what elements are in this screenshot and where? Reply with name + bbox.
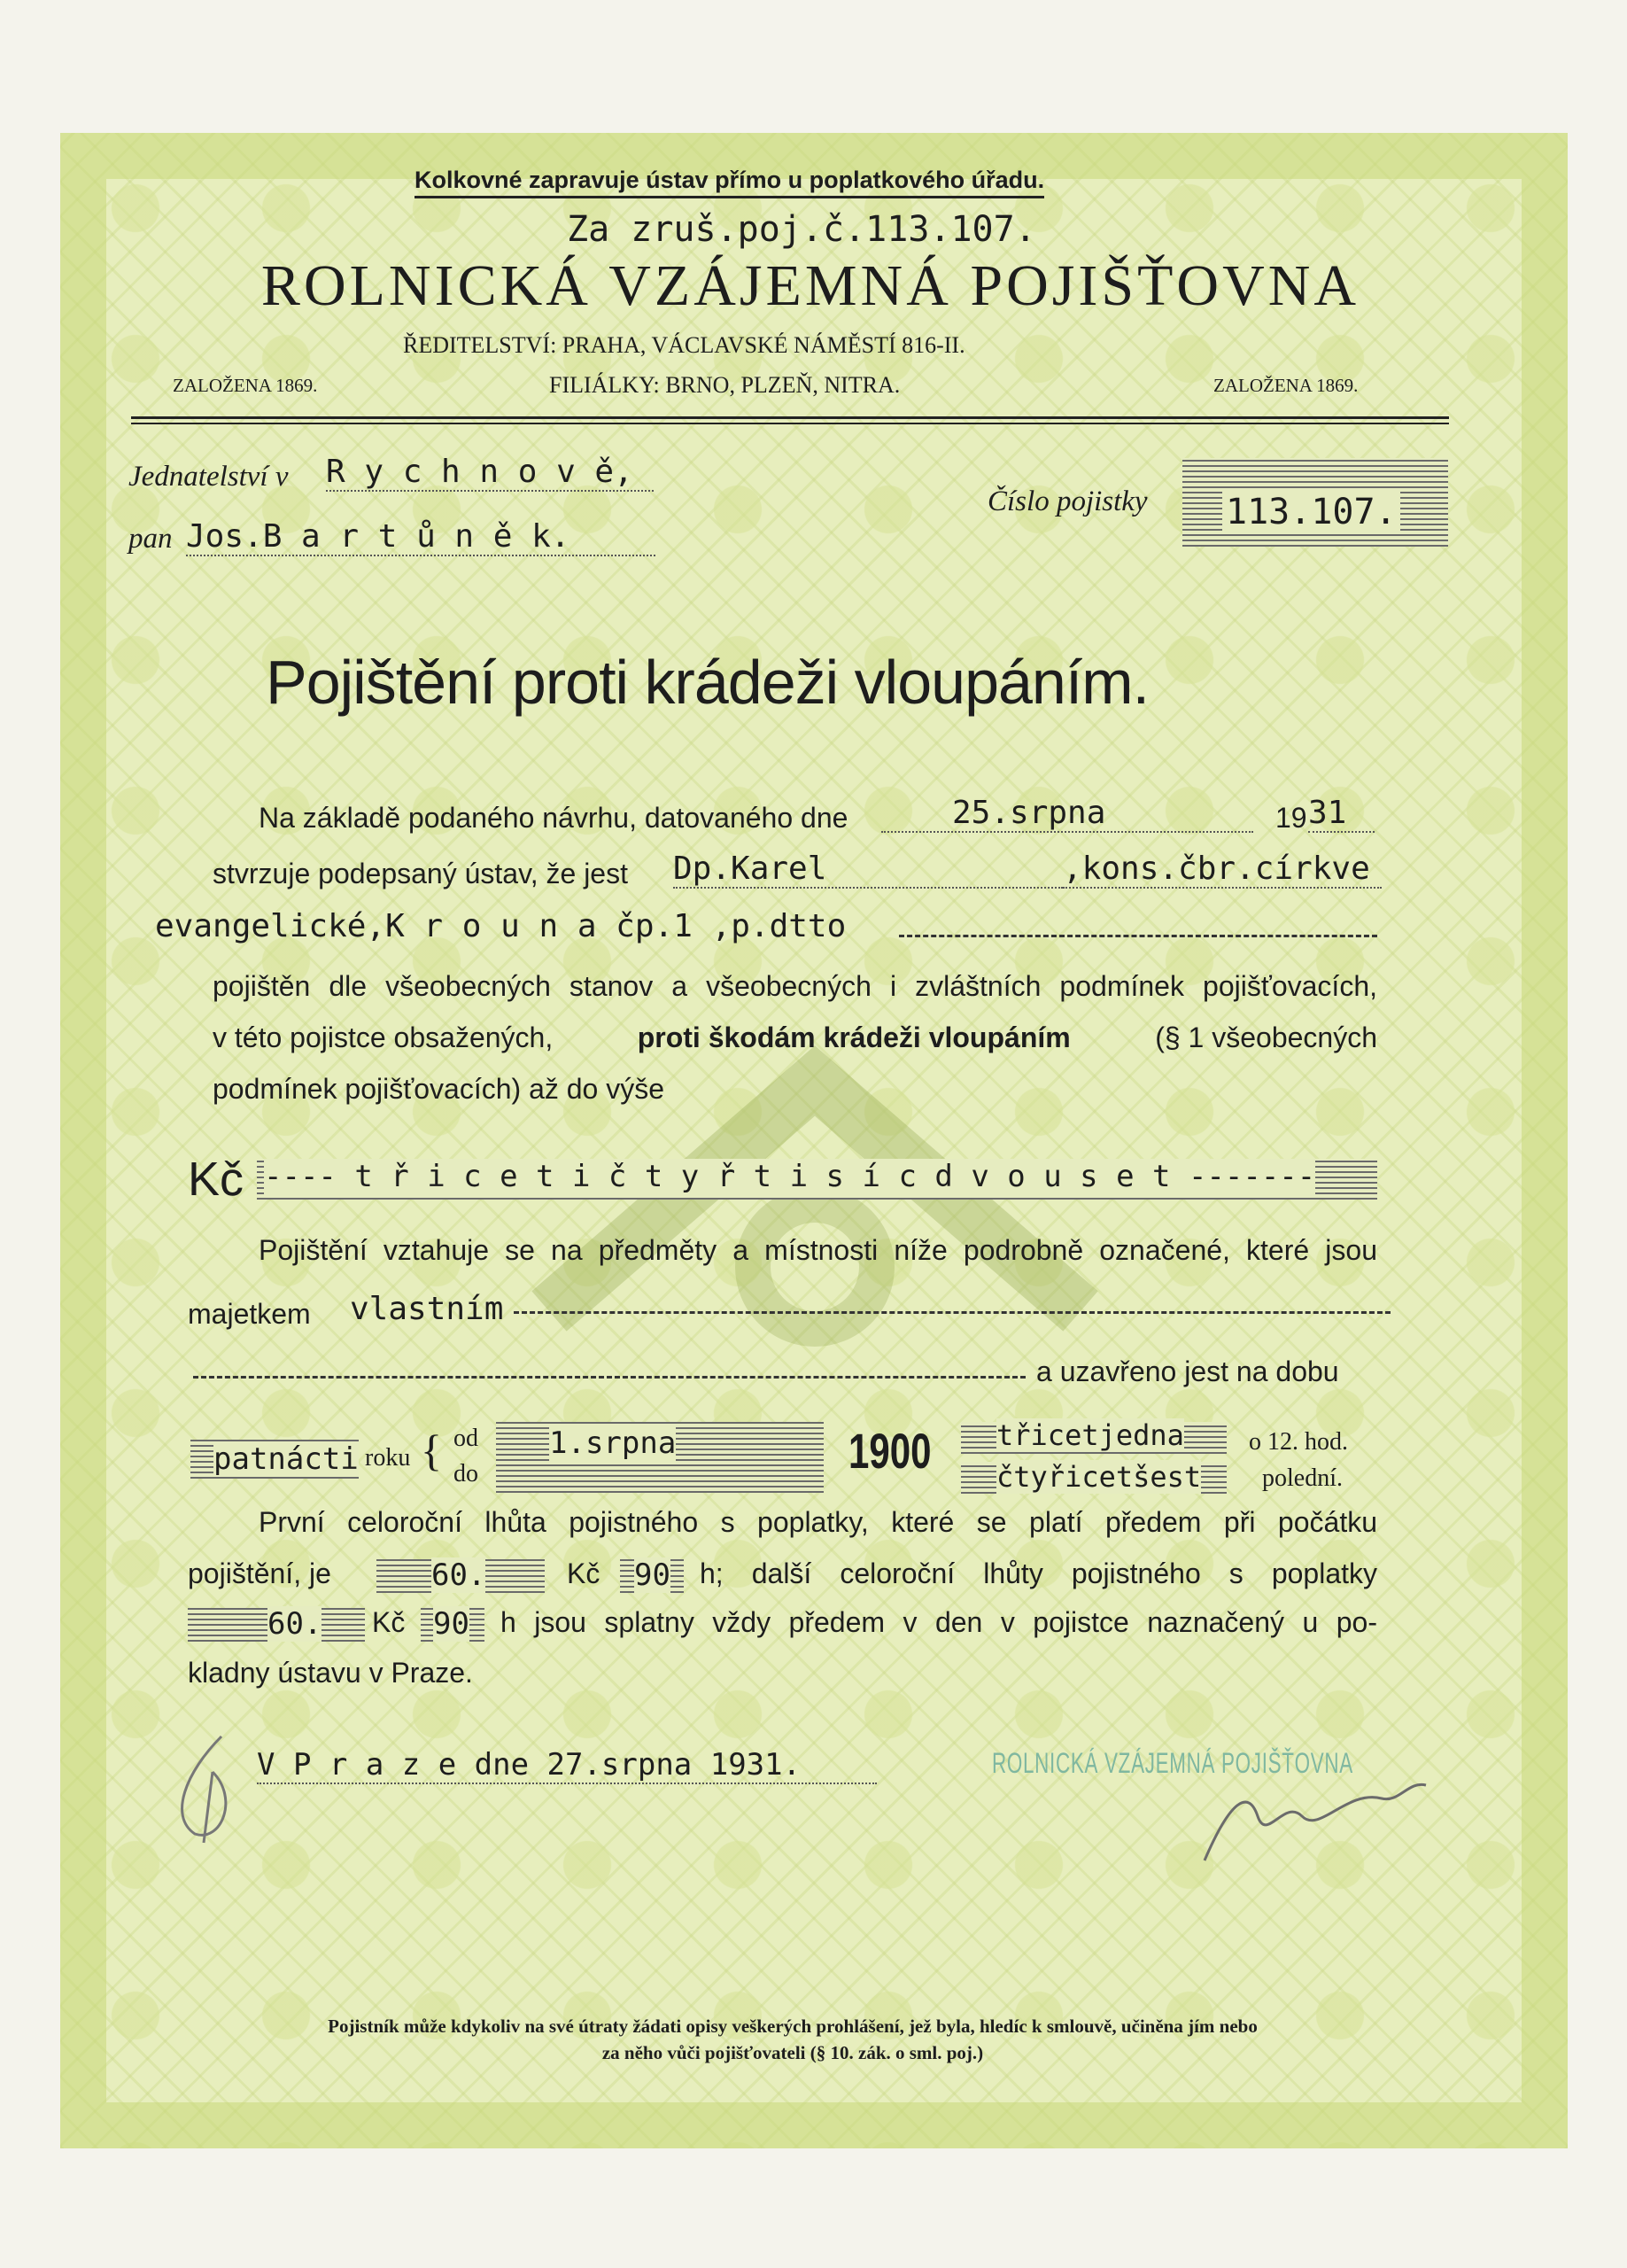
dobu-text: a uzavřeno jest na dobu [1036,1355,1339,1387]
majetkem-dash-fill [514,1311,1391,1314]
line1-text: Na základě podaného návrhu, datovaného dne [259,802,848,834]
majetkem-label: majetkem [188,1298,311,1330]
policy-number-value: 113.107. [1222,492,1400,532]
line2-text: stvrzuje podepsaný ústav, že jest [213,858,628,889]
document-title: Pojištění proti krádeži vloupáním. [266,648,1150,717]
signature-icon [1169,1763,1435,1878]
footer-line2: za něho vůči pojišťovateli (§ 10. zák. o sml. poj.) [601,2042,984,2063]
para2-line1: Pojištění vztahuje se na předměty a místnosti níže podrobně označené, které jsou [259,1234,1377,1266]
directorate-address: ŘEDITELSTVÍ: PRAHA, VÁCLAVSKÉ NÁMĚSTÍ 816-II. [403,332,965,358]
kc-label: Kč [188,1153,244,1206]
hour-label: o 12. hod. [1249,1428,1348,1456]
para3-je: pojištění, je [188,1557,331,1589]
para3-rest: h; další celoroční lhůty pojistného s poplatky [700,1557,1377,1589]
line1-date: 25.srpna [881,795,1253,833]
para1-line2-b: (§ 1 všeobecných [1155,1021,1377,1053]
branches: FILIÁLKY: BRNO, PLZEŇ, NITRA. [549,372,901,398]
next-kc-value: 60. [267,1606,322,1642]
founded-left: ZALOŽENA 1869. [173,375,318,396]
dobu-dash-fill [193,1376,1026,1379]
from-date-value: 1.srpna [549,1425,677,1461]
line2-extra: ,kons.čbr.církve [1063,850,1382,889]
first-h-box [620,1559,684,1593]
header-rule-bottom [131,423,1449,424]
header-rule-top [131,416,1449,419]
next-h-value: 90 [433,1606,469,1642]
para3-last: kladny ústavu v Praze. [188,1657,473,1689]
from-year-value: třicetjedna [996,1418,1184,1452]
years-value: patnácti [213,1441,359,1477]
next-kc-box [188,1608,365,1642]
first-kc-box [376,1559,545,1593]
first-kc-value: 60. [431,1557,486,1593]
para1-line1: pojištěn dle všeobecných stanov a všeobecných i zvláštních podmínek pojišťovacích, [213,970,1377,1002]
founded-right: ZALOŽENA 1869. [1213,375,1359,396]
brace: { [421,1425,442,1475]
para1-line2-a: v této pojistce obsažených, [213,1021,554,1053]
policy-number-label: Číslo pojistky [988,485,1148,517]
kc-amount-box [257,1159,1377,1200]
next-kc-word: Kč [372,1606,406,1638]
reference-number: Za zruš.poj.č.113.107. [567,209,1036,250]
line2-name: Dp.Karel [673,850,1063,889]
kc-amount-value: ---- t ř i c e t i č t y ř t i s í c d v o u s e t ------- [264,1159,1316,1194]
para1-line2 [213,1021,1377,1054]
agency-value: R y c h n o v ě, [326,454,654,492]
place-date: V P r a z e dne 27.srpna 1931. [257,1747,877,1784]
majetkem-value: vlastním [350,1291,504,1327]
from-date-box [496,1422,824,1493]
line1-year: 31 [1308,795,1375,833]
next-h-box [421,1608,484,1642]
pan-label: pan [128,523,173,555]
years-box [190,1440,359,1479]
to-year-value: čtyřicetšest [996,1460,1202,1494]
para3-tail: h jsou splatny vždy předem v den v pojistce naznačený u po- [500,1606,1377,1638]
para3-line1: První celoroční lhůta pojistného s poplatky, které se platí předem při počátku [259,1506,1377,1538]
pan-value: Jos.B a r t ů n ě k. [186,518,655,556]
roku-label: roku [365,1444,411,1472]
noon-label: polední. [1262,1464,1343,1492]
to-year-box [961,1462,1227,1494]
handwritten-mark-icon [159,1719,266,1852]
company-name: ROLNICKÁ VZÁJEMNÁ POJIŠŤOVNA [260,253,1360,318]
policy-number-box [1182,458,1448,547]
para1-line2-bold: proti škodám krádeži vloupáním [637,1021,1071,1053]
century: 1900 [848,1423,932,1479]
company-stamp: ROLNICKÁ VZÁJEMNÁ POJIŠŤOVNA [992,1747,1353,1779]
do-label: do [453,1460,478,1487]
line3-dash-fill [899,935,1377,937]
line1-year-prefix: 19 [1275,802,1307,834]
agency-label: Jednatelství v [128,461,289,493]
first-kc-word: Kč [567,1557,600,1589]
para1-line3: podmínek pojišťovacích) až do výše [213,1073,665,1105]
from-year-box [961,1418,1227,1454]
first-h-value: 90 [634,1557,670,1593]
line3-value: evangelické,K r o u n a čp.1 ,p.dtto [155,908,847,944]
footer-line1: Pojistník může kdykoliv na své útraty žádati opisy veškerých prohlášení, jež byla, hledíc k smlouvě, učiněna jím nebo [328,2016,1258,2037]
od-label: od [453,1425,478,1452]
stamp-duty-note: Kolkovné zapravuje ústav přímo u poplatkového úřadu. [414,167,1044,198]
